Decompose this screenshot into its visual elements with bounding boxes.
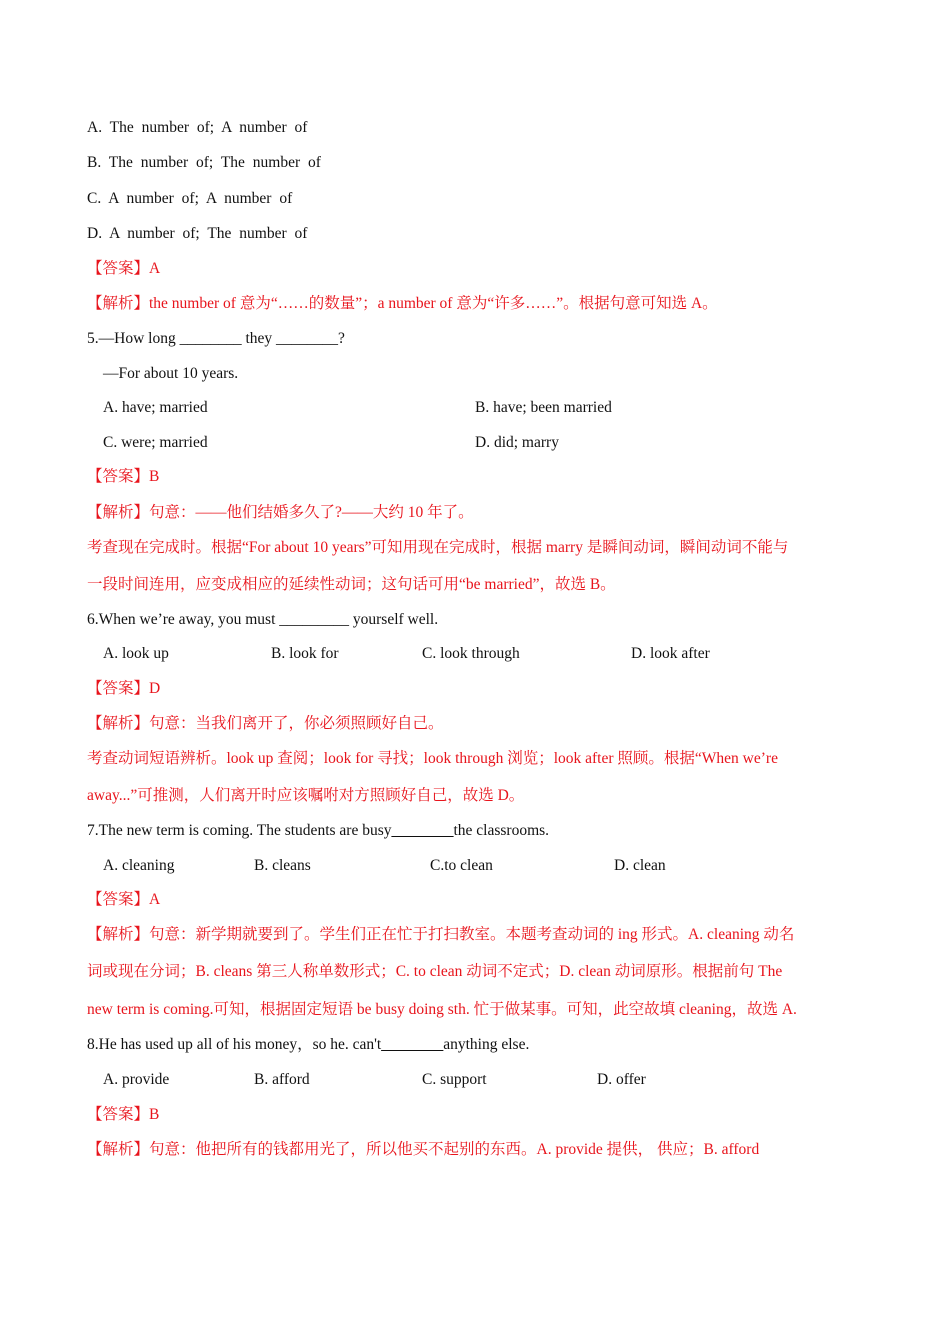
q5-option-c: C. were; married — [103, 434, 208, 451]
q4-option-c: C. A number of; A number of — [87, 190, 293, 207]
q7-analysis-line-2: 词或现在分词；B. cleans 第三人称单数形式；C. to clean 动词不定式；D. clean 动词原形。根据前句 The — [87, 963, 783, 980]
q6-option-d: D. look after — [631, 645, 710, 662]
q7-option-c: C.to clean — [430, 857, 493, 874]
q4-option-a: A. The number of; A number of — [87, 119, 308, 136]
q8-question — [87, 1035, 529, 1055]
q5-option-d: D. did; marry — [475, 434, 559, 451]
q7-analysis-line-3: new term is coming.可知，根据固定短语 be busy doing sth. 忙于做某事。可知，此空故填 cleaning，故选 A. — [87, 1001, 797, 1018]
q6-answer: 【答案】D — [87, 680, 161, 697]
q5-answer: 【答案】B — [87, 468, 160, 485]
q6-option-b: B. look for — [271, 645, 339, 662]
q8-option-c: C. support — [422, 1071, 487, 1088]
q5-analysis-line-2: 考查现在完成时。根据“For about 10 years”可知用现在完成时，根据 marry 是瞬间动词，瞬间动词不能与 — [87, 539, 789, 556]
q8-blank: ________ — [381, 1036, 444, 1053]
q6-analysis-line-3: away...”可推测，人们离开时应该嘱咐对方照顾好自己，故选 D。 — [87, 787, 525, 804]
q7-option-a: A. cleaning — [103, 857, 175, 874]
q5-analysis-line-1: 【解析】句意：——他们结婚多久了?——大约 10 年了。 — [87, 504, 474, 521]
q4-answer: 【答案】A — [87, 260, 161, 277]
q7-question-tail: the classrooms. — [453, 822, 550, 839]
q7-answer: 【答案】A — [87, 891, 161, 908]
q8-analysis: 【解析】句意：他把所有的钱都用光了，所以他买不起别的东西。A. provide 提供， 供应；B. afford — [87, 1141, 760, 1158]
q6-option-a: A. look up — [103, 645, 169, 662]
q7-question — [87, 821, 549, 841]
q5-option-a: A. have; married — [103, 399, 208, 416]
q4-option-b: B. The number of; The number of — [87, 154, 321, 171]
q6-question: 6.When we’re away, you must _________ yourself well. — [87, 611, 439, 628]
q8-answer: 【答案】B — [87, 1106, 160, 1123]
q7-question-text: 7.The new term is coming. The students are busy — [87, 822, 392, 839]
q5-question: 5.—How long ________ they ________? — [87, 330, 345, 347]
q8-question-tail: anything else. — [443, 1036, 530, 1053]
q6-analysis-line-1: 【解析】句意：当我们离开了，你必须照顾好自己。 — [87, 715, 444, 732]
q4-analysis: 【解析】the number of 意为“……的数量”；a number of 意为“许多……”。根据句意可知选 A。 — [87, 295, 718, 312]
q8-option-a: A. provide — [103, 1071, 170, 1088]
q6-analysis-line-2: 考查动词短语辨析。look up 查阅；look for 寻找；look through 浏览；look after 照顾。根据“When we’re — [87, 750, 778, 767]
q4-option-d: D. A number of; The number of — [87, 225, 308, 242]
q6-option-c: C. look through — [422, 645, 520, 662]
q5-option-b: B. have; been married — [475, 399, 612, 416]
q7-analysis-line-1: 【解析】句意：新学期就要到了。学生们正在忙于打扫教室。本题考查动词的 ing 形式。A. cleaning 动名 — [87, 926, 795, 943]
q7-blank: ________ — [391, 822, 454, 839]
q8-option-d: D. offer — [597, 1071, 646, 1088]
q5-response: —For about 10 years. — [103, 365, 239, 382]
q8-question-text: 8.He has used up all of his money，so he. can't — [87, 1036, 382, 1053]
q7-option-d: D. clean — [614, 857, 666, 874]
q7-option-b: B. cleans — [254, 857, 311, 874]
q5-analysis-line-3: 一段时间连用，应变成相应的延续性动词；这句话可用“be married”，故选 B。 — [87, 576, 616, 593]
q8-option-b: B. afford — [254, 1071, 310, 1088]
